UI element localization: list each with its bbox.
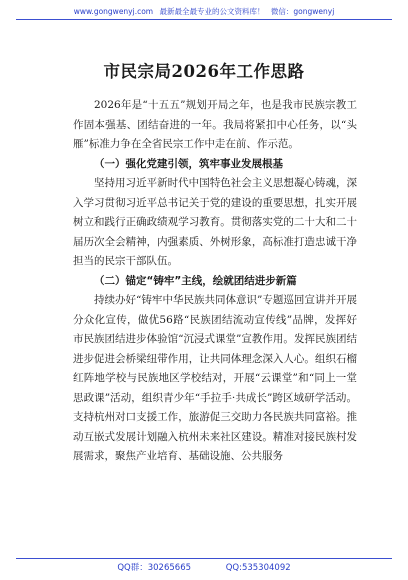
section-paragraph-1: 坚持用习近平新时代中国特色社会主义思想凝心铸魂，深入学习贯彻习近平总书记关于党的建设的重要思想，扎实开展树立和践行正确政绩观学习教育。贯彻落实党的二十大和二十届历次全会精神，内强素质、外树形象，高标准打造忠诚干净担当的民宗干部队伍。: [73, 177, 357, 267]
page-header: [0, 6, 408, 17]
header-site-link[interactable]: www.gongwenyj.com: [73, 7, 154, 16]
footer-divider: [16, 558, 392, 559]
document-body: [73, 96, 357, 467]
intro-paragraph: 2026年是“十五五”规划开局之年，也是我市民族宗教工作固本强基、团结奋进的一年。我局将紧扣中心任务，以“头雁”标准力争在全省民宗工作中走在前、作示范。: [73, 99, 357, 150]
section-heading-1: （一）强化党建引领，筑牢事业发展根基: [94, 157, 283, 170]
header-wechat: 微信：gongwenyj: [270, 7, 335, 16]
section-heading-2: （二）锚定“铸牢”主线，绘就团结进步新篇: [94, 274, 297, 287]
page-footer: [0, 561, 408, 573]
header-divider: [16, 19, 392, 20]
document-title: 市民宗局2026年工作思路: [103, 62, 305, 81]
section-paragraph-2: 持续办好“铸牢中华民族共同体意识”专题巡回宣讲并开展分众化宣传，做优56路“民族团结流动宣传线”品牌，发挥好市民族团结进步体验馆“沉浸式课堂”宣教作用。发挥民族团结进步促进会桥梁纽带作用，让共同体理念深入人心。组织石榴红阵地学校与民族地区学校结对，开展“云课堂”和“同上一堂思政课”活动，组织青少年“手拉手·共成长”跨区域研学活动。支持杭州对口支援工作，旅游促三交助力各民族共同富裕。推动互嵌式发展计划融入杭州未来社区建设。精准对接民族村发展需求，聚焦产业培育、基础设施、公共服务: [73, 294, 357, 462]
footer-qq-group: QQ群：30265665: [117, 563, 192, 573]
footer-qq: QQ:535304092: [225, 563, 291, 573]
header-slogan: 最新最全最专业的公文资料库！: [159, 7, 265, 16]
